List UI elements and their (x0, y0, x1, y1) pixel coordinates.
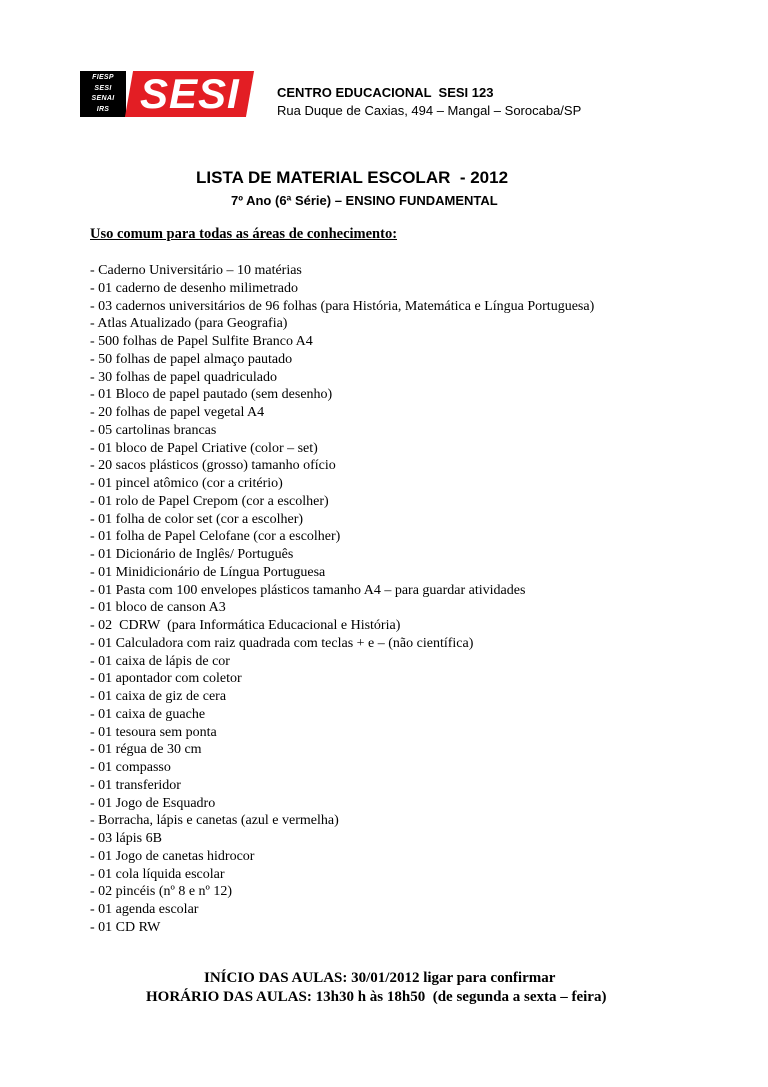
sesi-brand-mark (125, 71, 254, 117)
classes-start-note: INÍCIO DAS AULAS: 30/01/2012 ligar para confirmar (204, 970, 556, 986)
list-item: - 01 bloco de canson A3 (90, 600, 226, 616)
section-heading: Uso comum para todas as áreas de conhecimento: (90, 226, 398, 242)
list-item: - 20 folhas de papel vegetal A4 (90, 405, 265, 420)
sesi-logo (80, 71, 250, 117)
sesi-brand-text: SESI (139, 70, 240, 117)
list-item: - 01 Bloco de papel pautado (sem desenho) (90, 387, 333, 403)
list-item: - 05 cartolinas brancas (90, 422, 217, 438)
list-item: - 01 folha de Papel Celofane (cor a escolher) (90, 529, 341, 545)
list-item: - 01 Minidicionário de Língua Portuguesa (90, 564, 326, 580)
list-item: - 01 caixa de lápis de cor (90, 653, 230, 669)
list-item: - 01 folha de color set (cor a escolher) (90, 511, 304, 527)
list-item: - 20 sacos plásticos (grosso) tamanho ofício (90, 458, 336, 474)
material-list (90, 262, 594, 937)
list-item: - 01 caixa de giz de cera (90, 689, 227, 704)
page-title: LISTA DE MATERIAL ESCOLAR - 2012 (196, 168, 509, 187)
badge-line: FIESP (92, 74, 114, 82)
list-item: - 01 agenda escolar (90, 902, 199, 917)
list-item: - 03 cadernos universitários de 96 folhas (para História, Matemática e Língua Portuguesa) (90, 298, 595, 314)
list-item: - 01 compasso (90, 760, 171, 775)
list-item: - 01 Calculadora com raiz quadrada com teclas + e – (não científica) (90, 635, 474, 651)
list-item: - 01 CD RW (90, 919, 161, 935)
institution-header (277, 84, 581, 120)
badge-line: IRS (96, 105, 110, 113)
list-item: - Borracha, lápis e canetas (azul e vermelha) (90, 813, 339, 829)
list-item: - 01 cola líquida escolar (90, 866, 225, 882)
list-item: - 01 Pasta com 100 envelopes plásticos tamanho A4 – para guardar atividades (90, 582, 526, 598)
list-item: - 01 Dicionário de Inglês/ Português (90, 547, 294, 562)
institution-name: CENTRO EDUCACIONAL SESI 123 (277, 85, 494, 100)
list-item: - Atlas Atualizado (para Geografia) (90, 316, 288, 332)
list-item: - 500 folhas de Papel Sulfite Branco A4 (90, 334, 313, 349)
list-item: - 01 tesoura sem ponta (90, 724, 217, 740)
list-item: - 01 bloco de Papel Criative (color – set) (90, 440, 318, 456)
list-item: - 02 CDRW (para Informática Educacional e História) (90, 618, 401, 633)
list-item: - 01 Jogo de Esquadro (90, 795, 216, 811)
badge-line: SESI (94, 84, 112, 92)
list-item: - 50 folhas de papel almaço pautado (90, 351, 293, 367)
list-item: - Caderno Universitário – 10 matérias (90, 263, 302, 278)
list-item: - 01 caderno de desenho milimetrado (90, 280, 298, 296)
list-item: - 01 pincel atômico (cor a critério) (90, 476, 283, 491)
list-item: - 30 folhas de papel quadriculado (90, 369, 277, 385)
page-subtitle: 7º Ano (6ª Série) – ENSINO FUNDAMENTAL (231, 193, 498, 208)
list-item: - 01 transferidor (90, 777, 181, 793)
list-item: - 01 rolo de Papel Crepom (cor a escolher) (90, 493, 329, 509)
institution-address: Rua Duque de Caxias, 494 – Mangal – Sorocaba/SP (277, 103, 582, 118)
badge-line: SENAI (91, 95, 115, 103)
class-schedule-note: HORÁRIO DAS AULAS: 13h30 h às 18h50 (de segunda a sexta – feira) (146, 989, 607, 1005)
list-item: - 02 pincéis (nº 8 e nº 12) (90, 884, 233, 900)
federation-badge (80, 71, 126, 117)
list-item: - 01 caixa de guache (90, 706, 206, 722)
list-item: - 03 lápis 6B (90, 831, 162, 846)
list-item: - 01 Jogo de canetas hidrocor (90, 848, 255, 864)
list-item: - 01 régua de 30 cm (90, 742, 202, 758)
list-item: - 01 apontador com coletor (90, 671, 242, 687)
